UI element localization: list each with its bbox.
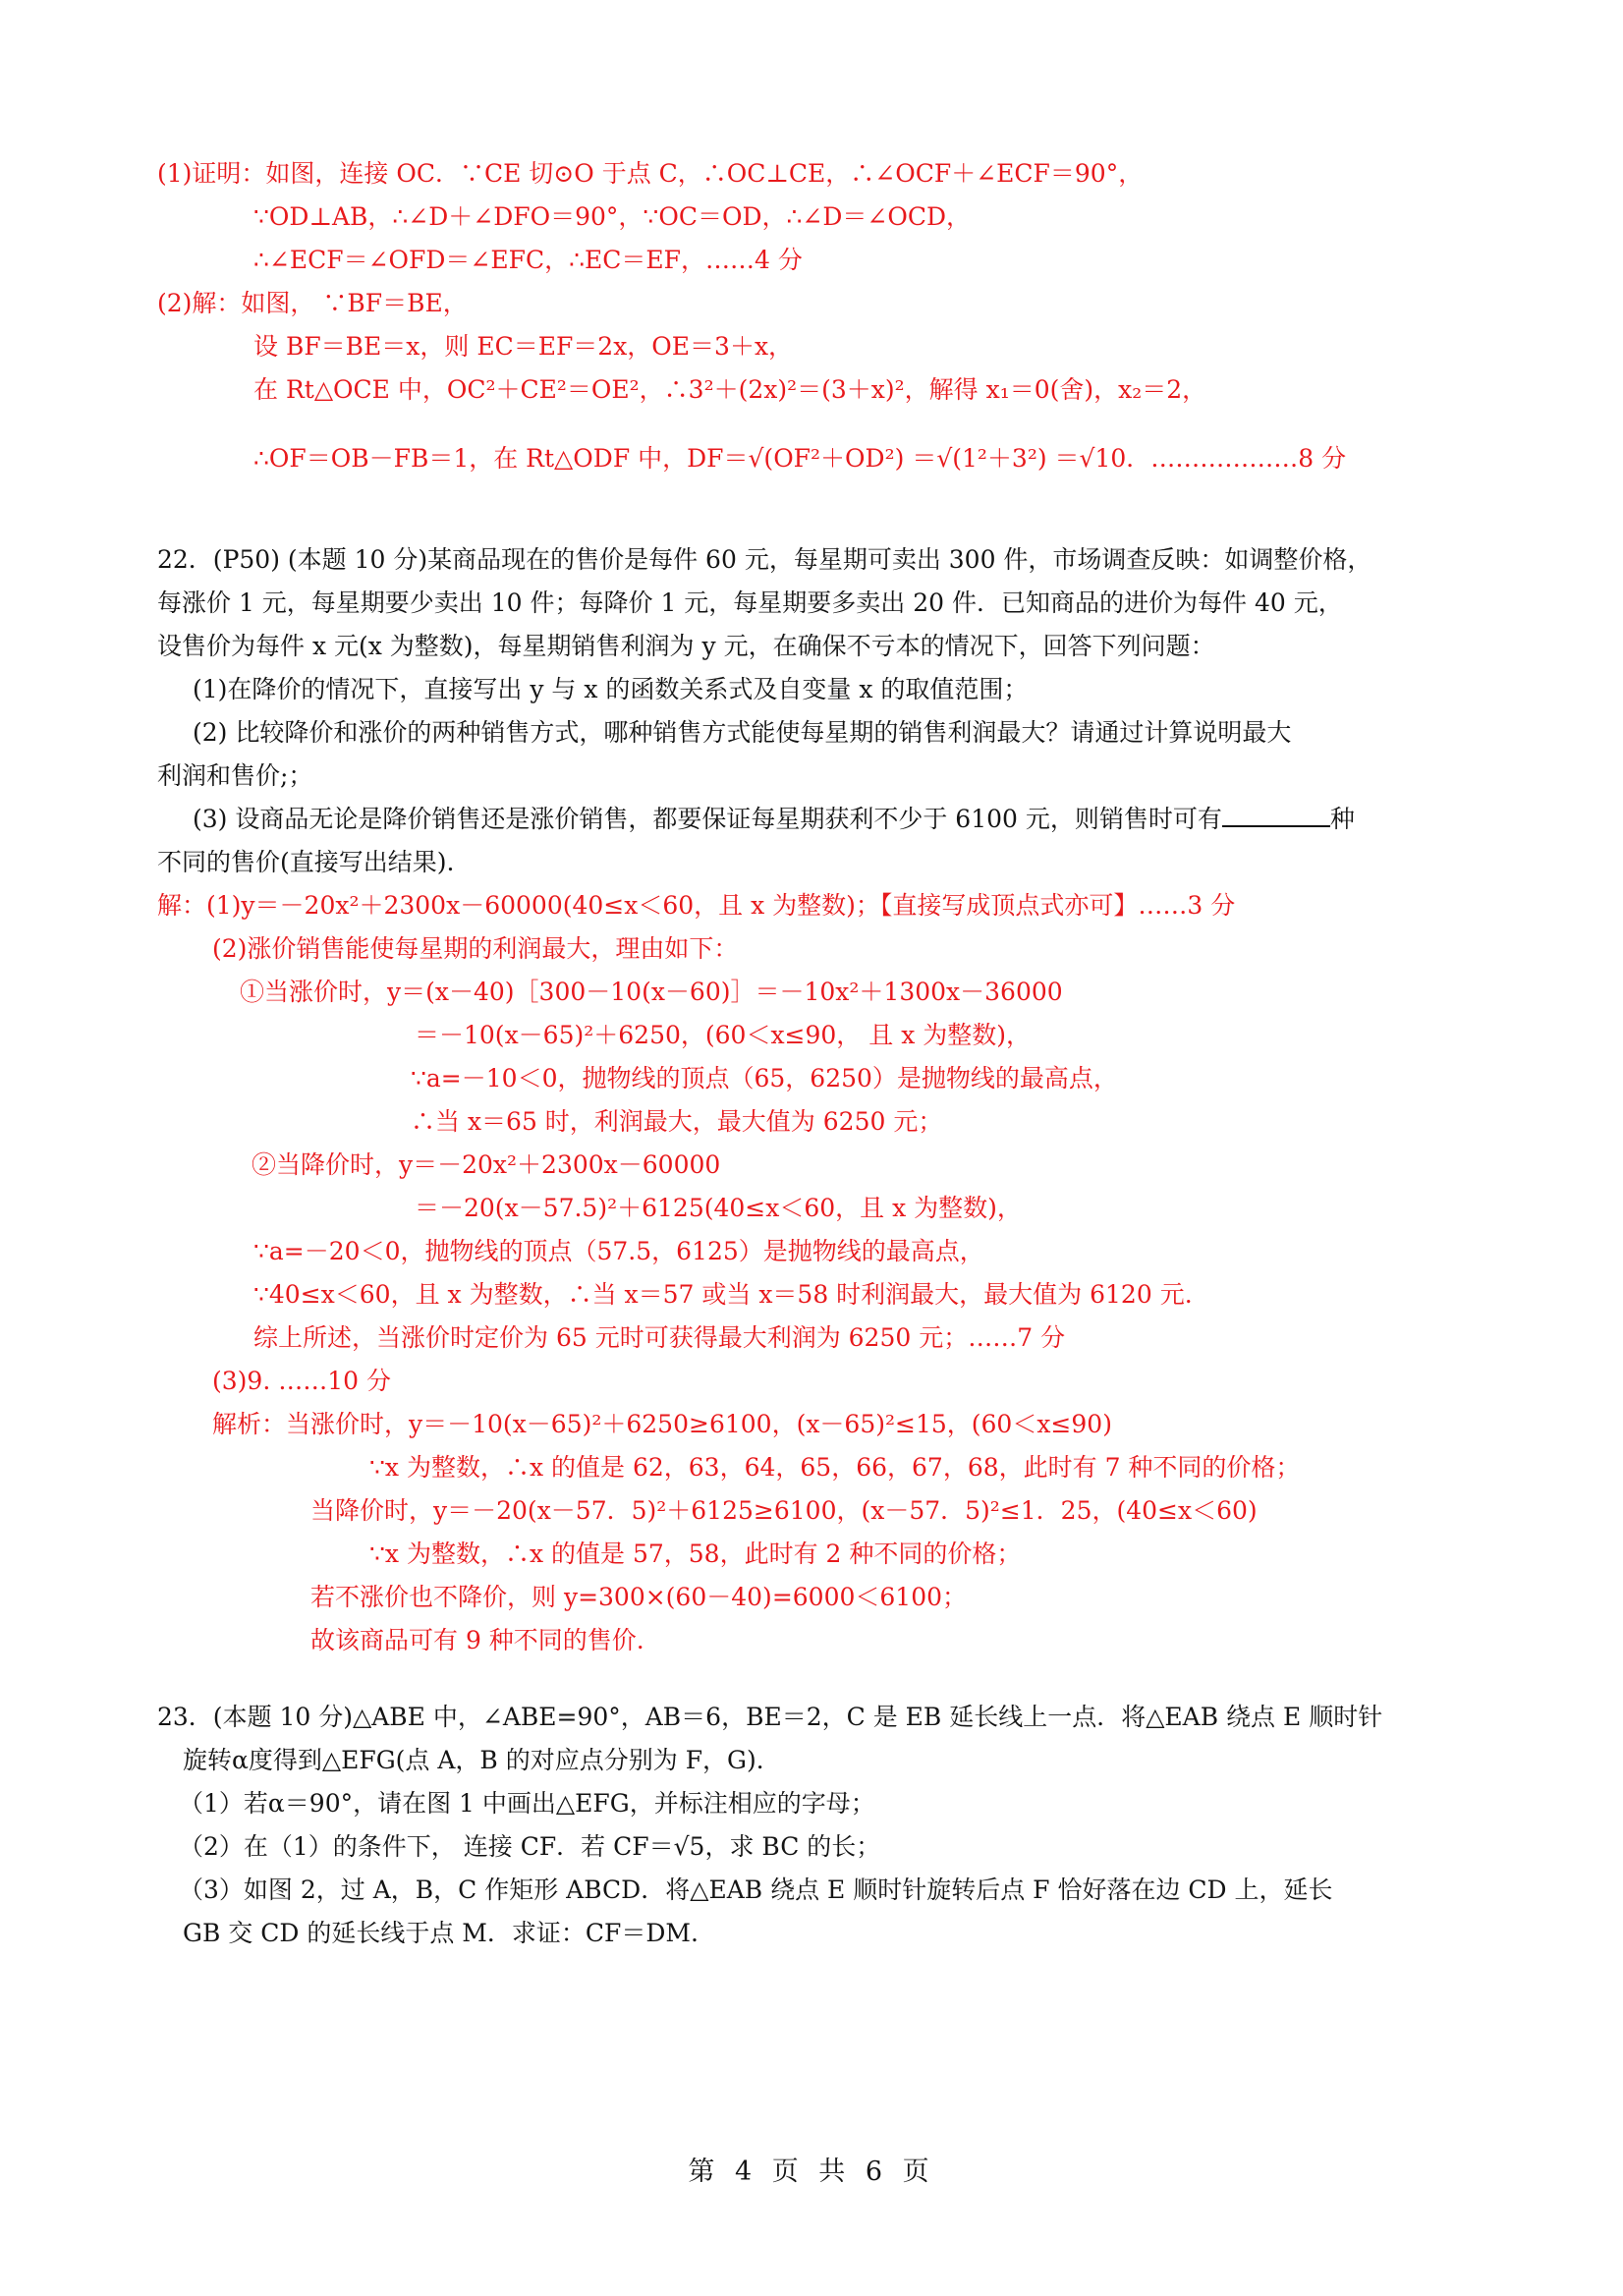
s22-line-6: ∴当 x＝65 时，利润最大，最大值为 6250 元； <box>411 1107 943 1136</box>
s22-line-1: 解：(1)y＝－20x²＋2300x－60000(40≤x＜60，且 x 为整数)；【直接写成顶点式亦可】……3 分 <box>157 891 1236 920</box>
s22-line-10: ∵40≤x＜60，且 x 为整数，∴当 x＝57 或当 x＝58 时利润最大，最大值为 6120 元. <box>253 1280 1193 1309</box>
q23-line-5: （3）如图 2，过 A，B，C 作矩形 ABCD．将△EAB 绕点 E 顺时针旋转后点 F 恰好落在边 CD 上，延长 <box>179 1876 1333 1904</box>
s21-line-2: ∵OD⊥AB，∴∠D＋∠DFO＝90°，∵OC＝OD，∴∠D＝∠OCD， <box>253 202 972 231</box>
q23-line-3: （1）若α＝90°，请在图 1 中画出△EFG，并标注相应的字母； <box>179 1789 875 1818</box>
s21-line-1: (1)证明：如图，连接 OC．∵CE 切⊙O 于点 C，∴OC⊥CE，∴∠OCF＋∠ECF＝90°， <box>157 159 1144 188</box>
q22-part3-unit: 种 <box>1329 805 1355 833</box>
s22-line-3: ①当涨价时，y＝(x－40)［300－10(x－60)］＝－10x²＋1300x－36000 <box>240 978 1063 1006</box>
q23-line-6: GB 交 CD 的延长线于点 M．求证：CF＝DM. <box>183 1919 699 1947</box>
s22-line-9: ∵a=－20＜0，抛物线的顶点（57.5，6125）是抛物线的最高点， <box>253 1237 984 1265</box>
q22-part3-text: (3) 设商品无论是降价销售还是涨价销售，都要保证每星期获利不少于 6100 元，则销售时可有 <box>193 805 1222 833</box>
q22-line-1: 22．(P50) (本题 10 分)某商品现在的售价是每件 60 元，每星期可卖出 300 件，市场调查反映：如调整价格， <box>157 545 1372 574</box>
s22-line-15: 当降价时，y＝－20(x－57．5)²＋6125≥6100，(x－57．5)²≤1．25，(40≤x＜60) <box>310 1496 1258 1525</box>
s22-line-14: ∵x 为整数，∴x 的值是 62，63，64，65，66，67，68，此时有 7 种不同的价格； <box>369 1453 1301 1482</box>
s21-line-6: 在 Rt△OCE 中，OC²＋CE²＝OE²，∴3²＋(2x)²＝(3＋x)²，解得 x₁＝0(舍)，x₂＝2， <box>253 375 1207 404</box>
s21-line-4: (2)解：如图， ∵BF＝BE， <box>157 289 468 317</box>
s21-line-7: ∴OF＝OB－FB＝1，在 Rt△ODF 中，DF＝√(OF²＋OD²) ＝√(1²＋3²) ＝√10．………………8 分 <box>253 444 1347 473</box>
s22-line-16: ∵x 为整数，∴x 的值是 57，58，此时有 2 种不同的价格； <box>369 1540 1022 1568</box>
s22-line-5: ∵a=－10＜0，抛物线的顶点（65，6250）是抛物线的最高点， <box>411 1064 1118 1092</box>
page-footer: 第 4 页 共 6 页 <box>688 2156 935 2187</box>
s21-line-3: ∴∠ECF＝∠OFD＝∠EFC，∴EC＝EF，……4 分 <box>253 246 803 274</box>
s22-line-17: 若不涨价也不降价，则 y=300×(60－40)=6000＜6100； <box>310 1583 968 1611</box>
q22-line-3: 设售价为每件 x 元(x 为整数)，每星期销售利润为 y 元，在确保不亏本的情况下，回答下列问题： <box>157 632 1215 660</box>
s22-line-18: 故该商品可有 9 种不同的售价. <box>310 1626 644 1654</box>
q22-line-8: 不同的售价(直接写出结果). <box>157 848 455 876</box>
q22-line-5: (2) 比较降价和涨价的两种销售方式，哪种销售方式能使每星期的销售利润最大？请通过计算说明最大 <box>193 718 1292 747</box>
q22-line-2: 每涨价 1 元，每星期要少卖出 10 件；每降价 1 元，每星期要多卖出 20 件．已知商品的进价为每件 40 元， <box>157 588 1343 617</box>
s22-line-8: ＝－20(x－57.5)²＋6125(40≤x＜60，且 x 为整数)， <box>415 1194 1022 1222</box>
q22-line-6: 利润和售价;； <box>157 761 313 790</box>
q23-line-4: （2）在（1）的条件下， 连接 CF．若 CF＝√5，求 BC 的长； <box>179 1832 881 1861</box>
s22-line-7: ②当降价时，y＝－20x²＋2300x－60000 <box>252 1150 721 1179</box>
s22-line-4: ＝－10(x－65)²＋6250，(60＜x≤90， 且 x 为整数)， <box>415 1021 1031 1049</box>
s22-line-2: (2)涨价销售能使每星期的利润最大，理由如下： <box>212 934 739 963</box>
s21-line-5: 设 BF＝BE＝x，则 EC＝EF＝2x，OE＝3＋x， <box>253 332 794 361</box>
q22-line-4: (1)在降价的情况下，直接写出 y 与 x 的函数关系式及自变量 x 的取值范围； <box>193 675 1029 703</box>
s22-line-11: 综上所述，当涨价时定价为 65 元时可获得最大利润为 6250 元；……7 分 <box>253 1323 1066 1352</box>
answer-blank <box>1222 804 1330 827</box>
q23-line-1: 23．(本题 10 分)△ABE 中，∠ABE=90°，AB＝6，BE＝2，C 是 EB 延长线上一点．将△EAB 绕点 E 顺时针 <box>157 1703 1383 1731</box>
s22-line-12: (3)9. ……10 分 <box>212 1367 391 1395</box>
q22-line-7 <box>193 803 1355 836</box>
s22-line-13: 解析：当涨价时，y＝－10(x－65)²＋6250≥6100，(x－65)²≤15，(60＜x≤90) <box>212 1410 1112 1438</box>
q23-line-2: 旋转α度得到△EFG(点 A，B 的对应点分别为 F，G)． <box>183 1746 781 1774</box>
